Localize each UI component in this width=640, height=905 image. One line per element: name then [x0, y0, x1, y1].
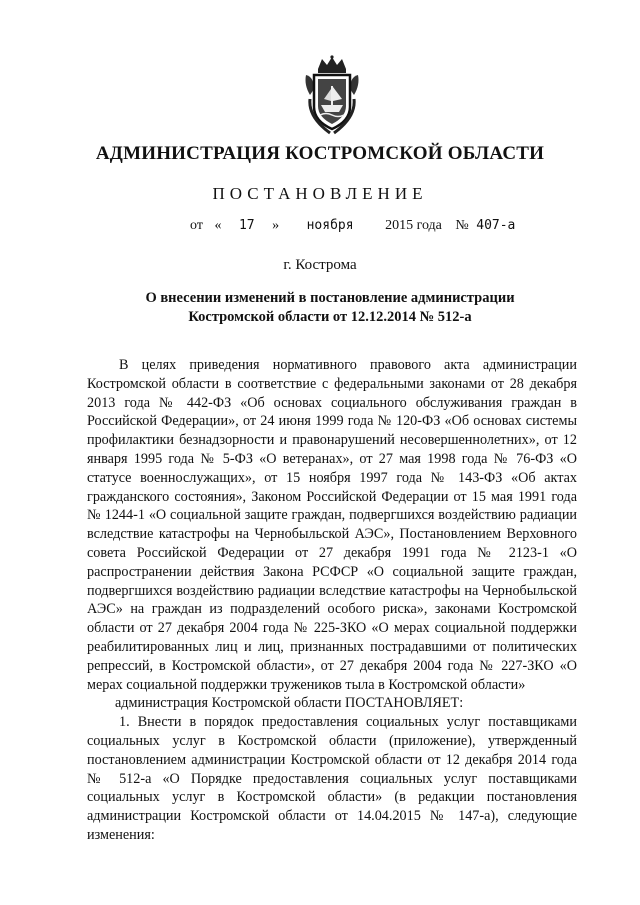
city-line: г. Кострома [283, 257, 357, 273]
subject-line-1: О внесении изменений в постановление администрации [145, 290, 515, 306]
date-prefix: от [190, 218, 203, 233]
preamble-paragraph: В целях приведения нормативного правового акта администрации Костромской области в соответствие с федеральными законами от 28 декабря 2013 года № 442-ФЗ «Об основах социального обслуживания граждан в Российской Федерации», от 24 июня 1999 года № 120-ФЗ «Об основах системы профилактики безнадзорности и правонарушений несовершеннолетних», от 12 января 1995 года № 5-ФЗ «О ветеранах», от 27 мая 1998 года № 76-ФЗ «О статусе военнослужащих», от 15 ноября 1997 года № 143-ФЗ «Об актах гражданского состояния», Законом Российской Федерации от 15 мая 1991 года № 1244-1 «О социальной защите граждан, подвергшихся воздействию радиации вследствие катастрофы на Чернобыльской АЭС», Постановлением Верховного совета Российской Федерации от 27 декабря 1991 года № 2123-1 «О распространении действия Закона РСФСР «О социальной защите граждан, подвергшихся воздействию радиации вследствие катастрофы на Чернобыльской АЭС» на граждан из подразделений особого риска», законами Костромской области от 27 декабря 2004 года № 225-ЗКО «О мерах социальной поддержки реабилитированных лиц и лиц, признанных пострадавшими от политических репрессий, в Костромской области», от 27 декабря 2004 года № 227-ЗКО «О мерах социальной поддержки тружеников тыла в Костромской области» [87, 357, 577, 693]
number-sign: № [455, 218, 469, 233]
date-line [190, 218, 515, 234]
document-subject [120, 289, 540, 327]
decree-line: администрация Костромской области ПОСТАНОВЛЯЕТ: [115, 695, 464, 712]
document-body [87, 356, 577, 845]
document-type: ПОСТАНОВЛЕНИЕ [212, 184, 428, 203]
kostroma-coat-of-arms-icon [300, 55, 364, 135]
organization-name: АДМИНИСТРАЦИЯ КОСТРОМСКОЙ ОБЛАСТИ [95, 143, 545, 164]
date-year: 2015 года [385, 218, 442, 233]
date-open-quote: « [214, 218, 222, 233]
document-number: 407-а [476, 218, 516, 233]
subject-line-2: Костромской области от 12.12.2014 № 512-а [188, 309, 472, 325]
date-day: 17 [238, 218, 255, 233]
date-month: ноября [306, 218, 354, 233]
item-1-paragraph: 1. Внести в порядок предоставления социальных услуг поставщиками социальных услуг в Костромской области (приложение), утвержденный постановлением администрации Костромской области от 12 декабря 2014 года № 512-а «О Порядке предоставления социальных услуг поставщиками социальных услуг в Костромской области» (в редакции постановления администрации Костромской области от 14.04.2015 № 147-а), следующие изменения: [87, 714, 577, 843]
date-close-quote: » [272, 218, 280, 233]
